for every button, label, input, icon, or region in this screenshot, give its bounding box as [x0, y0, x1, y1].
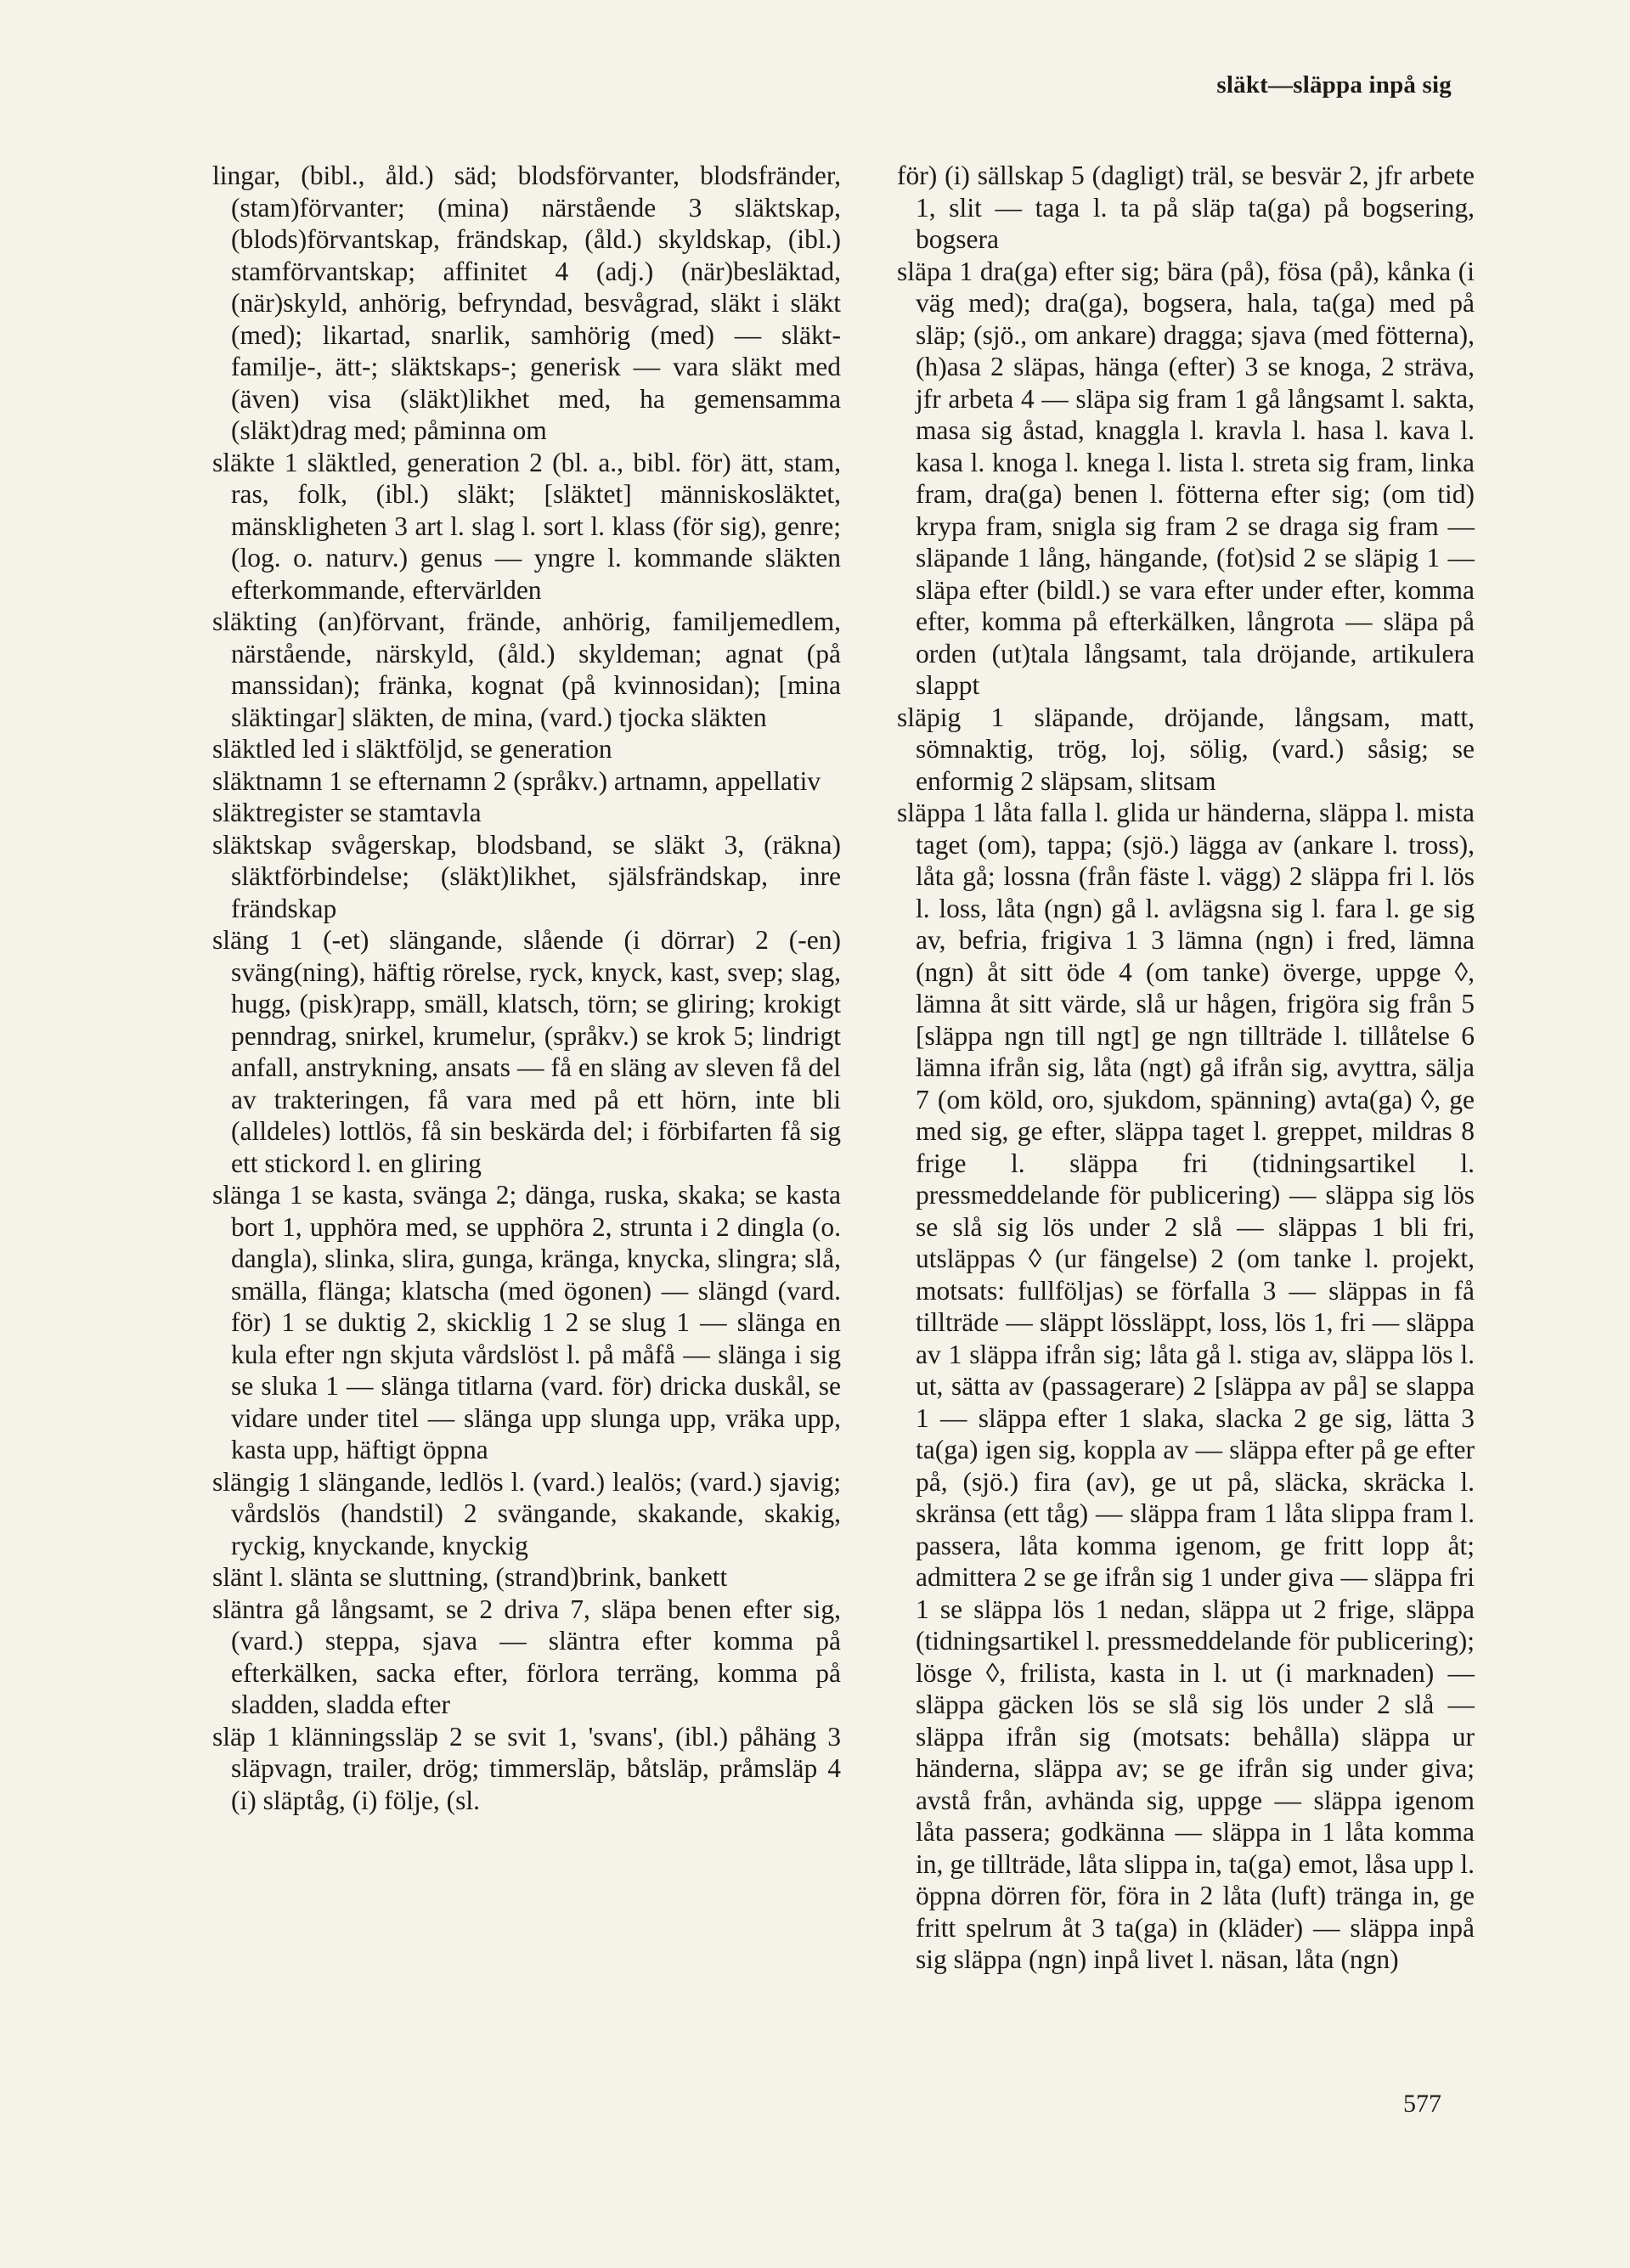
dictionary-entry: slänt l. slänta se sluttning, (strand)brink, bankett [212, 1562, 728, 1592]
dictionary-entry: för) (i) sällskap 5 (dagligt) träl, se besvär 2, jfr arbete 1, slit — taga l. ta på släp ta(ga) på bogsering, bogsera [897, 161, 1475, 254]
dictionary-entry: lingar, (bibl., åld.) säd; blodsförvanter, blodsfränder, (stam)förvanter; (mina) närstående 3 släktskap, (blods)förvantskap, frändskap, (åld.) skyldskap, (ibl.) stamförvantskap; affinitet 4 (adj.) (när)besläktad, (när)skyld, anhörig, befryndad, besvågrad, släkt i släkt (med); likartad, snarlik, samhörig (med) — släkt- familje-, ätt-; släktskaps-; generisk — vara släkt med (även) visa (släkt)likhet med, ha gemensamma (släkt)drag med; påminna om [212, 161, 841, 445]
page-number: 577 [1403, 2090, 1441, 2118]
dictionary-entry: släng 1 (-et) slängande, slående (i dörrar) 2 (-en) sväng(ning), häftig rörelse, ryck, knyck, kast, svep; slag, hugg, (pisk)rapp, smäll, klatsch, törn; se gliring; krokigt penndrag, snirkel, krumelur, (språkv.) se krok 5; lindrigt anfall, anstrykning, ansats — få en släng av sleven få del av trakteringen, få vara med på ett hörn, inte bli (alldeles) lottlös, få sin beskärda del; i förbifarten få sig ett stickord l. en gliring [212, 925, 841, 1178]
dictionary-entry: släntra gå långsamt, se 2 driva 7, släpa benen efter sig, (vard.) steppa, sjava — släntra efter komma på efterkälken, sacka efter, förlora terräng, komma på sladden, sladda efter [212, 1594, 841, 1719]
running-head: släkt—släppa inpå sig [1216, 71, 1452, 99]
dictionary-entry: släppa 1 låta falla l. glida ur händerna, släppa l. mista taget (om), tappa; (sjö.) lägga av (ankare l. tross), låta gå; lossna (från fäste l. vägg) 2 släppa fri l. lös l. loss, låta (ngn) gå l. avlägsna sig l. fara l. ge sig av, befria, frigiva 1 3 lämna (ngn) i fred, lämna (ngn) åt sitt öde 4 (om tanke) överge, uppge ◊, lämna åt sitt värde, slå ur hågen, frigöra sig från 5 [släppa ngn till ngt] ge ngn tillträde l. tillåtelse 6 lämna ifrån sig, låta (ngt) gå ifrån sig, avyttra, sälja 7 (om köld, oro, sjukdom, spänning) avta(ga) ◊, ge med sig, ge efter, släppa taget l. greppet, mildras 8 frige l. släppa fri (tidningsartikel l. pressmeddelande för publicering) — släppa sig lös se slå sig lös under 2 slå — släppas 1 bli fri, utsläppas ◊ (ur fängelse) 2 (om tanke l. projekt, motsats: fullföljas) se förfalla 3 — släppas in få tillträde — släppt lössläppt, loss, lös 1, fri — släppa av 1 släppa ifrån sig; låta gå l. stiga av, släppa lös l. ut, sätta av (passagerare) 2 [släppa av på] se slappa 1 — släppa efter 1 slaka, slacka 2 ge sig, lätta 3 ta(ga) igen sig, koppla av — släppa efter på ge efter på, (sjö.) fira (av), ge ut på, släcka, skräcka l. skränsa (ett tåg) — släppa fram 1 låta slippa fram l. passera, låta komma igenom, ge fritt lopp åt; admittera 2 se ge ifrån sig 1 under giva — släppa fri 1 se släppa lös 1 nedan, släppa ut 2 frige, släppa (tidningsartikel l. pressmeddelande för publicering); lösge ◊, frilista, kasta in l. ut (i marknaden) — släppa gäcken lös se slå sig lös under 2 slå — släppa ifrån sig (motsats: behålla) släppa ur händerna, släppa av; se ge ifrån sig under giva; avstå från, avhända sig, uppge — släppa igenom låta passera; godkänna — släppa in 1 låta komma in, ge tillträde, låta slippa in, ta(ga) emot, låsa upp l. öppna dörren för, föra in 2 låta (luft) tränga in, ge fritt spelrum åt 3 ta(ga) in (kläder) — släppa inpå sig släppa (ngn) inpå livet l. näsan, låta (ngn) [897, 798, 1475, 1974]
dictionary-entry: släkte 1 släktled, generation 2 (bl. a., bibl. för) ätt, stam, ras, folk, (ibl.) släkt; [släktet] människosläktet, mänskligheten 3 art l. slag l. sort l. klass (för sig), genre; (log. o. naturv.) genus — yngre l. kommande släkten efterkommande, eftervärlden [212, 447, 841, 605]
dictionary-entry: släpig 1 släpande, dröjande, långsam, matt, sömnaktig, trög, loj, sölig, (vard.) såsig; se enformig 2 släpsam, slitsam [897, 702, 1475, 796]
dictionary-entry: släpa 1 dra(ga) efter sig; bära (på), fösa (på), kånka (i väg med); dra(ga), bogsera, hala, ta(ga) med på släp; (sjö., om ankare) dragga; sjava (med fötterna), (h)asa 2 släpas, hänga (efter) 3 se knoga, 2 sträva, jfr arbeta 4 — släpa sig fram 1 gå långsamt l. sakta, masa sig åstad, knaggla l. kravla l. hasa l. kava l. kasa l. knoga l. knega l. lista l. streta sig fram, linka fram, dra(ga) benen l. fötterna efter sig; (om tid) krypa fram, snigla sig fram 2 se draga sig fram — släpande 1 lång, hängande, (fot)sid 2 se släpig 1 — släpa efter (bildl.) se vara efter under efter, komma efter, komma på efterkälken, långrota — släpa på orden (ut)tala långsamt, tala dröjande, artikulera slappt [897, 256, 1475, 700]
dictionary-entry: släktled led i släktföljd, se generation [212, 734, 612, 764]
left-column [212, 160, 841, 1816]
dictionary-entry: släp 1 klänningssläp 2 se svit 1, 'svans', (ibl.) påhäng 3 släpvagn, trailer, drög; timmersläp, båtsläp, pråmsläp 4 (i) släptåg, (i) följe, (sl. [212, 1721, 841, 1815]
dictionary-entry: släktnamn 1 se efternamn 2 (språkv.) artnamn, appellativ [212, 765, 821, 796]
dictionary-entry: släktregister se stamtavla [212, 798, 482, 827]
dictionary-entry: slängig 1 slängande, ledlös l. (vard.) lealös; (vard.) sjavig; vårdslös (handstil) 2 svängande, skakande, skakig, ryckig, knyckande, knyckig [212, 1466, 841, 1560]
dictionary-entry: slänga 1 se kasta, svänga 2; dänga, ruska, skaka; se kasta bort 1, upphöra med, se upphöra 2, strunta i 2 dingla (o. dangla), slinka, slira, gunga, kränga, knycka, slingra; slå, smälla, flänga; klatscha (med ögonen) — slängd (vard. för) 1 se duktig 2, skicklig 1 2 se slug 1 — slänga en kula efter ngn skjuta vårdslöst l. på måfå — slänga i sig se sluka 1 — slänga titlarna (vard. för) dricka duskål, se vidare under titel — slänga upp slunga upp, vräka upp, kasta upp, häftigt öppna [212, 1180, 841, 1464]
dictionary-entry: släkting (an)förvant, frände, anhörig, familjemedlem, närstående, närskyld, (åld.) skyldeman; agnat (på manssidan); fränka, kognat (på kvinnosidan); [mina släktingar] släkten, de mina, (vard.) tjocka släkten [212, 606, 841, 732]
dictionary-entry: släktskap svågerskap, blodsband, se släkt 3, (räkna) släktförbindelse; (släkt)likhet, själsfrändskap, inre frändskap [212, 829, 841, 923]
right-column [897, 160, 1475, 1976]
